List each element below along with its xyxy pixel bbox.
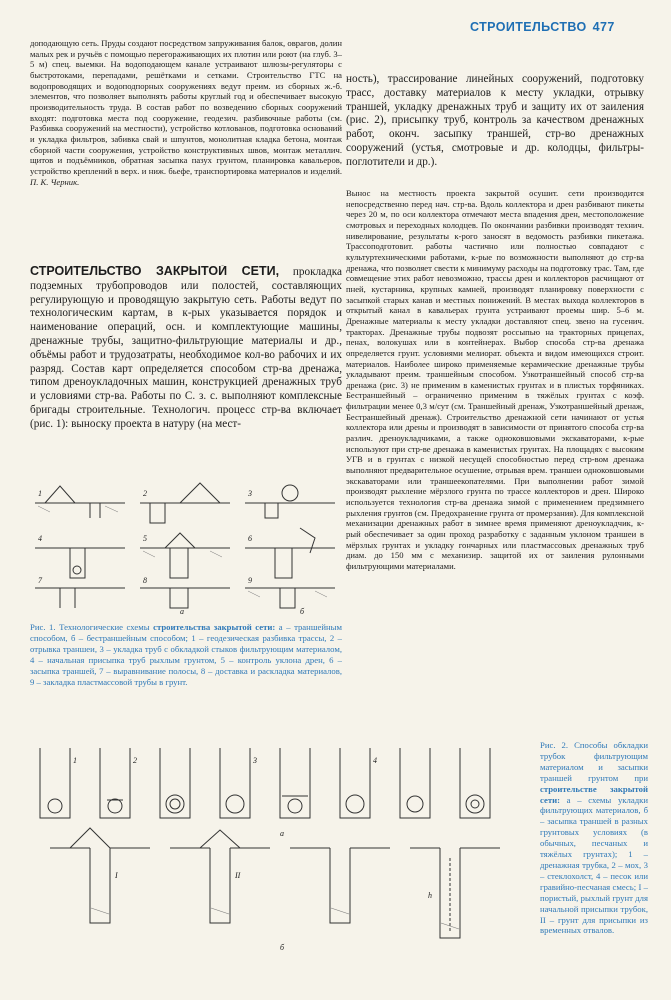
fig1-label-b: б	[300, 607, 305, 616]
fig2-title: Рис. 2.	[540, 740, 569, 750]
fig2-label-a: а	[280, 829, 284, 838]
right-column-paragraph: ность), трассирование линейных сооружений, подготовку трасс, доставку материалов к месту укладки, отрывку траншей, укладку дренажных труб и защиту их от заиления (рис. 2), присыпку труб, контроль за качеством дренажных работ, оконч. засыпку траншей, стр-во дренажных сооружений (устья, смотровые и др. колодцы, фильтры-поглотители и др.).	[346, 73, 644, 168]
fig1-label-5: 5	[143, 534, 147, 543]
fig1-label-a: а	[180, 607, 184, 616]
right-column-large-text	[346, 73, 644, 185]
author-signature: П. К. Черник.	[30, 176, 80, 187]
fig2-label-b: б	[280, 943, 285, 952]
fig2-label-h: h	[428, 891, 432, 900]
fig1-title: Рис. 1.	[30, 622, 56, 632]
fig1-caption-rest: а – траншейным способом, б – бестраншейным способом; 1 – геодезическая разбивка трассы, 2 – отрывка траншеи, 3 – укладка труб с обкладкой стыков фильтрующим материалом, 4 – начальная присыпка труб рыхлым грунтом, 5 – контроль уклона дрен, 6 – засыпка траншей, 7 – выравнивание полосы, 8 – доставка и раскладка материалов, 9 – закладка пластмассовой трубы в грунт.	[30, 622, 342, 687]
figure-2-caption	[540, 740, 648, 952]
left-column-paragraph: доподающую сеть. Пруды создают посредством запруживания балок, оврагов, долин малых рек и ручьёв с помощью перегораживающих их плотин или роют (на глуб. 3–5 м) спец. выемки. На водоподающем канале устраивают шлюзы-регуляторы с быстротоками, перепадами, решётками и сетками. Строительство ГТС на водопроводящих и водоподпорных сооружениях ведут преим. из сборных ж.-б. элементов, что позволяет выполнять работы круглый год и обеспечивает высокую производительность труда. В состав работ по возведению сборных сооружений входят: подготовка места под сооружение, геодезич. разбивочные работы (см. Разбивка сооружений на местности), устройство котлованов, подготовка оснований и укладка фильтров, забивка свай и шпунтов, монолитная кладка бетона, монтаж сборной части сооружения, устройство конструктивных швов, монтаж металлич. щитов и подъёмников, обратная засыпка пазух грунтом, планировка кавальеров, устройство креплений в верх. и ниж. бьефе, транспортировка материалов и изделий.	[30, 38, 342, 176]
fig1-label-8: 8	[143, 576, 147, 585]
fig2-label-I: I	[115, 871, 118, 880]
fig1-label-2: 2	[143, 489, 147, 498]
right-column-small-text	[346, 188, 644, 726]
article-entry	[30, 265, 342, 475]
fig1-label-7: 7	[38, 576, 42, 585]
figure-1-drawing	[30, 478, 340, 616]
article-body: прокладка подземных трубопроводов или полостей, составляющих регулирующую и проводящую закрытую сеть. Работы ведут по технологическим картам, в к-рых указывается порядок и наименование операций, осн. и комплектующие машины, дренажные трубы, защитно-фильтрующие материалы и др., объёмы работ и трудозатраты, необходимое кол-во рабочих и их разряд. Состав карт определяется способом стр-ва дренажа, типом дреноукладочных машин, конструкцией дренажных труб и условиями стр-ва. Работы по С. з. с. выполняют комплексные бригады строительные. Технологич. процесс стр-ва включает (рис. 1): выноску проекта в натуру (на мест-	[30, 266, 342, 430]
figure-1-caption	[30, 622, 342, 728]
fig1-label-4: 4	[38, 534, 42, 543]
right-column-body: Вынос на местность проекта закрытой осушит. сети производится непосредственно перед нач. стр-ва. Вдоль коллектора и дрен разбивают пикеты через 20 м, по оси коллектора отмечают места впадения дрен, местоположение смотровых и переходных колодцев. По окончании разбивки производят технич. нивелирование, результаты к-рого заносят в ведомость разбивки пикетажа. Трассоподготовит. работы частично или полностью совпадают с культуртехническими работами, к-рые по возможности выполняют до стр-ва дренажа, что позволяет свести к минимуму расходы на подготовку трас. Там, где совмещение этих работ невозможно, трассы дрен и коллекторов расчищают от пней, кустарника, крупных камней, производят планировку поверхности с засыпкой старых канав и местных понижений. В местах выхода коллекторов в открытый канал в кавальерах грунта устраивают проемы шир. 5–6 м. Дренажные материалы к месту укладки доставляют спец. звено на гусенич. тракторах. Дренажные трубы подвозят россыпью на тракторных прицепах, пенах, волокушах или в контейнерах. Выбор способа стр-ва дренажа определяется грунт. условиями мелиорат. объекта и видом имеющихся строит. материалов. Наиболее широко применяемые керамические дренажные трубы укладывают преим. траншейным способом. Узкотраншейный способ стр-ва дренажа (рис. 3) не применим в каменистых грунтах и в плистых торфяниках. Бестраншейный – ограниченно применим в тяжёлых грунтах с коэф. фильтрации менее 0,3 м/сут (см. Траншейный дренаж, Узкотраншейный дренаж, Бестраншейный дренаж). Строительство дренажной сети начинают от устья коллектора или дрены и производят в зависимости от принятого способа стр-ва различ. дреноукладчиками, а также одноковшовыми экскаваторами, к-рые используют при стр-ве дренажа в каменистых грунтах. На площадях с высоким УГВ и в грунтах с низкой несущей способностью перед стр-вом дренажа выполняют предварительное осушение, отрывая врем. траншеи одноковшовыми экскаваторами или траншеекопателями. При выполнении работ зимой производят рыхление мёрзлого грунта по трассе коллекторов и дрен. Широко используется технология стр-ва дренажа зимой с применением предзимнего рыхления грунтов (см. Предохранение грунта от промерзания). Для комплексной механизации дренажных работ в зимнее время применяют дреноукладчик, к-рый обеспечивает за один проход разработку с заданным уклоном траншеи в мёрзлых грунтах и укладку гончарных или пластмассовых дренажных труб диам. до 150 мм с механизир. защитой их от заиления рулонными фильтрующими материалами.	[346, 188, 644, 571]
fig2-caption-bold: строительстве закрытой сети:	[540, 783, 648, 805]
fig1-caption-pre: Технологические схемы	[59, 622, 154, 632]
figure-1-schemes	[30, 478, 340, 616]
fig1-label-1: 1	[38, 489, 42, 498]
fig2-label-II: II	[235, 871, 241, 880]
fig2-label-3: 3	[253, 756, 257, 765]
fig2-caption-rest: а – схемы укладки фильтрующих материалов, б – засыпка траншей в разных грунтовых условиях (в обычных, песчаных и тяжёлых грунтах); 1 – дренажная трубка, 2 – мох, 3 – стеклохолст, 4 – песок или гравийно-песчаная смесь; I – пористый, рыхлый грунт для начальной присыпки трубок, II – грунт для присыпки из временных отвалов.	[540, 794, 648, 936]
fig1-label-3: 3	[248, 489, 252, 498]
fig2-label-4: 4	[373, 756, 377, 765]
running-header	[470, 20, 615, 34]
fig2-label-1: 1	[73, 756, 77, 765]
fig1-label-6: 6	[248, 534, 252, 543]
left-column-continued-text	[30, 38, 342, 260]
fig1-label-9: 9	[248, 576, 252, 585]
figure-2-drawing	[30, 738, 536, 958]
fig1-caption-bold: строительства закрытой сети:	[153, 622, 276, 632]
fig2-label-2: 2	[133, 756, 137, 765]
page-number: 477	[592, 20, 615, 34]
header-title: СТРОИТЕЛЬСТВО	[470, 20, 587, 34]
fig2-caption-pre: Способы обкладки трубок фильтрующим материалом и засыпки траншей грунтом при	[540, 740, 648, 783]
article-title: СТРОИТЕЛЬСТВО ЗАКРЫТОЙ СЕТИ,	[30, 265, 280, 278]
figure-2-schemes	[30, 738, 536, 958]
